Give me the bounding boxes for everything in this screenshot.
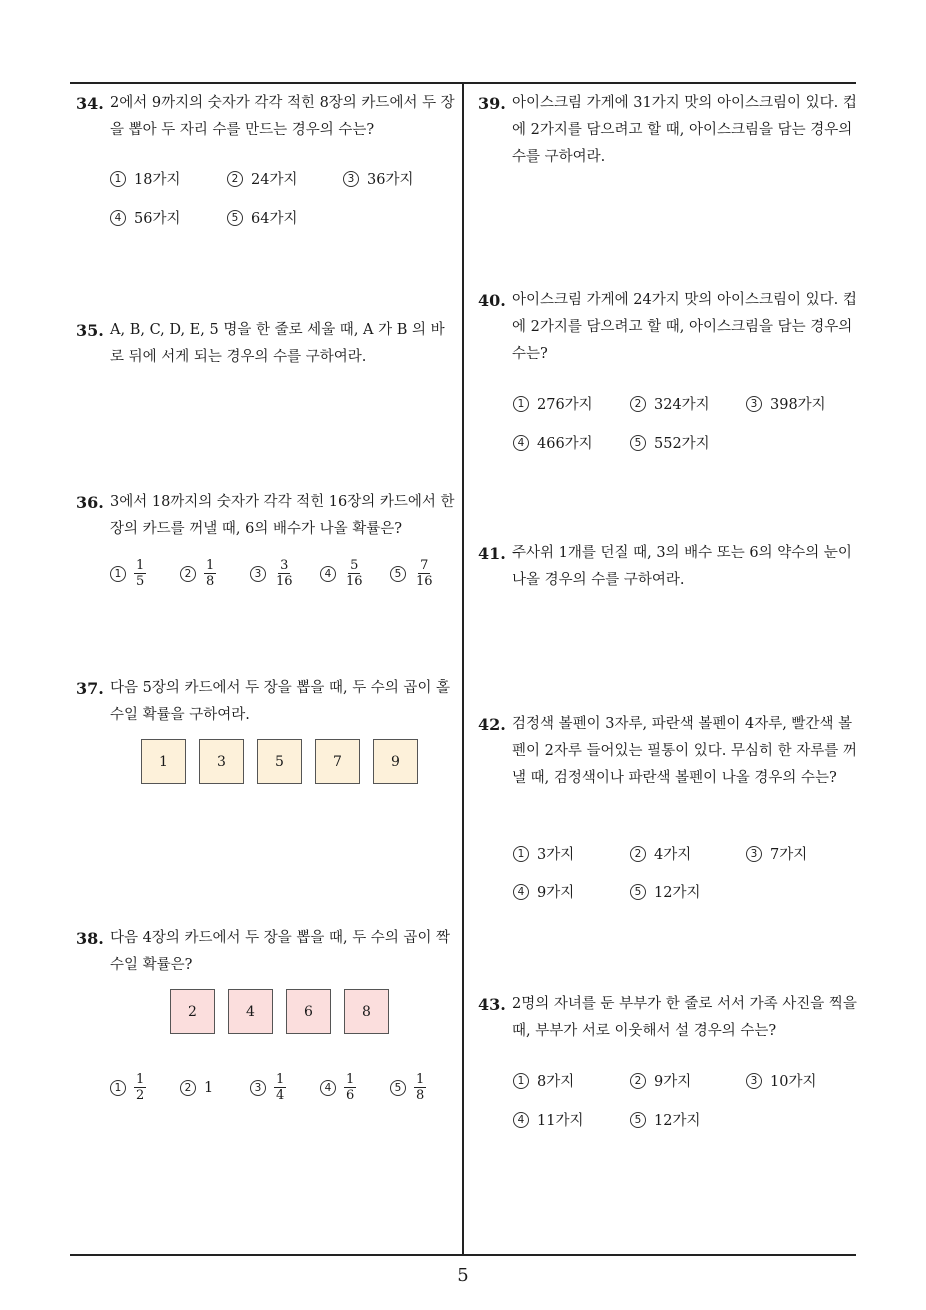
choice-3[interactable] bbox=[250, 1072, 286, 1103]
question-text: 2에서 9까지의 숫자가 각각 적힌 8장의 카드에서 두 장을 뽑아 두 자리 수를 만드는 경우의 수는? bbox=[110, 95, 455, 138]
choice-5[interactable]: 5 552가지 bbox=[630, 432, 710, 453]
choice-4[interactable] bbox=[320, 1072, 356, 1103]
circled-number-icon: 5 bbox=[630, 1112, 646, 1128]
circled-number-icon: 4 bbox=[513, 1112, 529, 1128]
choice-5[interactable] bbox=[390, 558, 435, 589]
question-text: 2명의 자녀를 둔 부부가 한 줄로 서서 가족 사진을 찍을 때, 부부가 서로 이웃해서 설 경우의 수는? bbox=[512, 996, 857, 1039]
question-number: 39. bbox=[478, 94, 506, 113]
choice-3[interactable]: 3 398가지 bbox=[746, 393, 826, 414]
choice-4[interactable] bbox=[320, 558, 365, 589]
choice-2[interactable]: 2 324가지 bbox=[630, 393, 710, 414]
question-35 bbox=[76, 317, 456, 371]
question-40 bbox=[478, 287, 860, 368]
choice-1[interactable]: 1 276가지 bbox=[513, 393, 593, 414]
choice-2[interactable]: 2 24가지 bbox=[227, 168, 297, 189]
choice-3[interactable]: 3 10가지 bbox=[746, 1070, 816, 1091]
choice-3[interactable]: 3 7가지 bbox=[746, 843, 807, 864]
choice-1[interactable]: 1 18가지 bbox=[110, 168, 180, 189]
question-34 bbox=[76, 90, 456, 144]
number-card: 7 bbox=[315, 739, 360, 784]
circled-number-icon: 2 bbox=[227, 171, 243, 187]
choice-4[interactable]: 4 466가지 bbox=[513, 432, 593, 453]
choice-2[interactable]: 2 4가지 bbox=[630, 843, 691, 864]
circled-number-icon: 3 bbox=[746, 1073, 762, 1089]
question-number: 43. bbox=[478, 995, 506, 1014]
fraction: $\frac{1}{4}$ bbox=[276, 1072, 285, 1103]
question-text: 다음 5장의 카드에서 두 장을 뽑을 때, 두 수의 곱이 홀수일 확률을 구하여라. bbox=[110, 680, 451, 723]
circled-number-icon: 4 bbox=[320, 1080, 336, 1096]
question-number: 36. bbox=[76, 493, 104, 512]
number-card: 6 bbox=[286, 989, 331, 1034]
choice-4[interactable]: 4 11가지 bbox=[513, 1109, 583, 1130]
choice-1[interactable] bbox=[110, 558, 146, 589]
circled-number-icon: 2 bbox=[630, 1073, 646, 1089]
choice-1[interactable]: 1 8가지 bbox=[513, 1070, 574, 1091]
circled-number-icon: 1 bbox=[110, 566, 126, 582]
choice-2[interactable]: 2 1 bbox=[180, 1080, 213, 1096]
fraction: $\frac{5}{16}$ bbox=[346, 558, 363, 589]
question-38 bbox=[76, 925, 456, 979]
choice-1[interactable]: 1 3가지 bbox=[513, 843, 574, 864]
circled-number-icon: 1 bbox=[513, 396, 529, 412]
question-text: 주사위 1개를 던질 때, 3의 배수 또는 6의 약수의 눈이 나올 경우의 수를 구하여라. bbox=[512, 545, 852, 588]
choice-5[interactable]: 5 64가지 bbox=[227, 207, 297, 228]
circled-number-icon: 3 bbox=[343, 171, 359, 187]
fraction: $\frac{1}{6}$ bbox=[346, 1072, 355, 1103]
choice-5[interactable]: 5 12가지 bbox=[630, 1109, 700, 1130]
circled-number-icon: 4 bbox=[110, 210, 126, 226]
question-text: 아이스크림 가게에 24가지 맛의 아이스크림이 있다. 컵에 2가지를 담으려고 할 때, 아이스크림을 담는 경우의 수는? bbox=[512, 292, 857, 362]
number-card: 3 bbox=[199, 739, 244, 784]
choice-3[interactable]: 3 36가지 bbox=[343, 168, 413, 189]
number-card: 2 bbox=[170, 989, 215, 1034]
number-card: 5 bbox=[257, 739, 302, 784]
circled-number-icon: 2 bbox=[180, 566, 196, 582]
choice-3[interactable] bbox=[250, 558, 295, 589]
circled-number-icon: 1 bbox=[513, 846, 529, 862]
number-card: 8 bbox=[344, 989, 389, 1034]
circled-number-icon: 5 bbox=[630, 884, 646, 900]
fraction: $\frac{7}{16}$ bbox=[416, 558, 433, 589]
number-card: 9 bbox=[373, 739, 418, 784]
page-number: 5 bbox=[457, 1265, 469, 1286]
circled-number-icon: 3 bbox=[250, 1080, 266, 1096]
cards-37 bbox=[141, 739, 431, 784]
circled-number-icon: 3 bbox=[250, 566, 266, 582]
question-43 bbox=[478, 991, 860, 1045]
question-text: 아이스크림 가게에 31가지 맛의 아이스크림이 있다. 컵에 2가지를 담으려고 할 때, 아이스크림을 담는 경우의 수를 구하여라. bbox=[512, 95, 857, 165]
number-card: 4 bbox=[228, 989, 273, 1034]
question-42 bbox=[478, 711, 860, 792]
circled-number-icon: 2 bbox=[630, 396, 646, 412]
question-39 bbox=[478, 90, 860, 171]
column-divider bbox=[462, 82, 464, 1256]
fraction: $\frac{1}{8}$ bbox=[206, 558, 215, 589]
bottom-rule bbox=[70, 1254, 856, 1256]
question-number: 40. bbox=[478, 291, 506, 310]
choice-2[interactable]: 2 9가지 bbox=[630, 1070, 691, 1091]
question-number: 41. bbox=[478, 544, 506, 563]
circled-number-icon: 1 bbox=[110, 1080, 126, 1096]
choice-2[interactable] bbox=[180, 558, 216, 589]
circled-number-icon: 4 bbox=[320, 566, 336, 582]
choice-5[interactable] bbox=[390, 1072, 426, 1103]
question-number: 34. bbox=[76, 94, 104, 113]
choice-4[interactable]: 4 56가지 bbox=[110, 207, 180, 228]
circled-number-icon: 5 bbox=[630, 435, 646, 451]
circled-number-icon: 1 bbox=[513, 1073, 529, 1089]
circled-number-icon: 4 bbox=[513, 884, 529, 900]
choice-4[interactable]: 4 9가지 bbox=[513, 881, 574, 902]
fraction: $\frac{1}{5}$ bbox=[136, 558, 145, 589]
circled-number-icon: 2 bbox=[180, 1080, 196, 1096]
circled-number-icon: 5 bbox=[390, 1080, 406, 1096]
fraction: $\frac{1}{2}$ bbox=[136, 1072, 145, 1103]
number-card: 1 bbox=[141, 739, 186, 784]
circled-number-icon: 3 bbox=[746, 846, 762, 862]
question-41 bbox=[478, 540, 860, 594]
circled-number-icon: 5 bbox=[227, 210, 243, 226]
circled-number-icon: 4 bbox=[513, 435, 529, 451]
circled-number-icon: 1 bbox=[110, 171, 126, 187]
question-text: 3에서 18까지의 숫자가 각각 적힌 16장의 카드에서 한 장의 카드를 꺼낼 때, 6의 배수가 나올 확률은? bbox=[110, 494, 455, 537]
question-number: 35. bbox=[76, 321, 104, 340]
circled-number-icon: 2 bbox=[630, 846, 646, 862]
circled-number-icon: 5 bbox=[390, 566, 406, 582]
cards-38 bbox=[170, 989, 402, 1034]
question-37 bbox=[76, 675, 456, 729]
fraction: $\frac{3}{16}$ bbox=[276, 558, 293, 589]
choice-5[interactable]: 5 12가지 bbox=[630, 881, 700, 902]
question-number: 38. bbox=[76, 929, 104, 948]
question-text: 다음 4장의 카드에서 두 장을 뽑을 때, 두 수의 곱이 짝수일 확률은? bbox=[110, 930, 451, 973]
fraction: $\frac{1}{8}$ bbox=[416, 1072, 425, 1103]
question-text: A, B, C, D, E, 5 명을 한 줄로 세울 때, A 가 B 의 바로 뒤에 서게 되는 경우의 수를 구하여라. bbox=[110, 322, 445, 365]
circled-number-icon: 3 bbox=[746, 396, 762, 412]
question-36 bbox=[76, 489, 458, 543]
question-number: 37. bbox=[76, 679, 104, 698]
choice-1[interactable] bbox=[110, 1072, 146, 1103]
question-number: 42. bbox=[478, 715, 506, 734]
question-text: 검정색 볼펜이 3자루, 파란색 볼펜이 4자루, 빨간색 볼펜이 2자루 들어있는 필통이 있다. 무심히 한 자루를 꺼낼 때, 검정색이나 파란색 볼펜이 나올 경우의 수는? bbox=[512, 716, 857, 786]
